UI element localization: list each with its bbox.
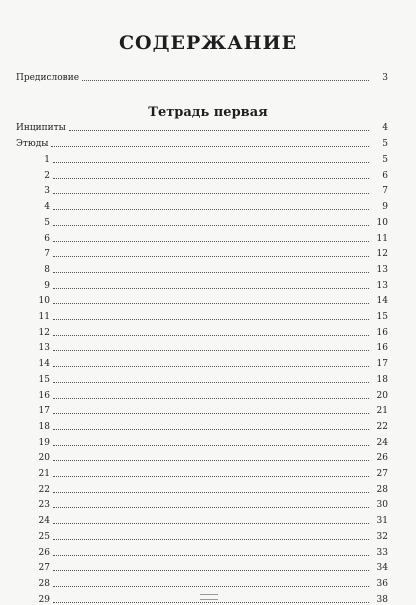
entry-label: 13 xyxy=(38,343,50,354)
entry-label: 17 xyxy=(38,406,50,417)
toc-entry-etude xyxy=(16,575,388,589)
entry-page: 15 xyxy=(376,312,388,322)
entry-label: 14 xyxy=(38,359,50,370)
entry-page: 13 xyxy=(376,264,388,275)
toc-entry-etude xyxy=(16,449,388,463)
entry-page: 18 xyxy=(376,374,388,385)
entry-page: 28 xyxy=(376,484,388,495)
toc-entry-etude xyxy=(16,559,388,573)
entry-label: 29 xyxy=(38,594,50,605)
entry-label: 19 xyxy=(38,437,50,448)
toc-entry-etude xyxy=(16,418,388,432)
entry-page: 22 xyxy=(376,421,388,432)
entry-page: 11 xyxy=(376,233,388,244)
dot-leader xyxy=(51,145,369,147)
entry-page: 20 xyxy=(376,390,388,401)
entry-page: 16 xyxy=(376,343,388,354)
entry-label: 26 xyxy=(38,547,50,558)
dot-leader xyxy=(53,161,369,163)
dot-leader xyxy=(53,585,369,587)
entry-page: 13 xyxy=(376,280,388,291)
entry-page: 32 xyxy=(376,531,388,542)
dot-leader xyxy=(69,129,369,131)
entry-label: 18 xyxy=(38,421,50,432)
toc-entry-etude xyxy=(16,528,388,542)
dot-leader xyxy=(53,334,369,336)
toc-entry-etude xyxy=(16,292,388,306)
entry-page: 34 xyxy=(376,563,388,574)
dot-leader xyxy=(53,444,369,446)
toc-entry-etude xyxy=(16,465,388,479)
dot-leader xyxy=(53,569,369,571)
entry-label: 20 xyxy=(38,453,50,464)
entry-label: 2 xyxy=(44,170,50,181)
entry-page: 16 xyxy=(376,327,388,338)
entry-label: Инципиты xyxy=(16,123,66,133)
toc-entry-etude xyxy=(16,371,388,385)
toc-entry-etude xyxy=(16,324,388,338)
dot-leader xyxy=(53,208,369,210)
entry-page: 17 xyxy=(376,359,388,370)
entry-page: 10 xyxy=(376,217,388,228)
entry-page: 24 xyxy=(376,437,388,448)
entry-label: 21 xyxy=(38,469,50,479)
dot-leader xyxy=(53,475,369,477)
entry-page: 36 xyxy=(376,578,388,589)
entry-page: 6 xyxy=(382,170,388,181)
entry-label: 24 xyxy=(38,516,50,527)
entry-label: 16 xyxy=(38,390,50,401)
toc-entry-etude xyxy=(16,245,388,259)
toc-entry-etude xyxy=(16,277,388,291)
toc-entry-etude xyxy=(16,387,388,401)
dot-leader xyxy=(53,271,369,273)
toc-entry-etude xyxy=(16,308,388,322)
dot-leader xyxy=(53,506,369,508)
section-title: Тетрадь первая xyxy=(148,105,268,120)
dot-leader xyxy=(53,397,369,399)
entry-label: 5 xyxy=(44,217,50,228)
entry-label: 12 xyxy=(38,327,50,338)
entry-page: 33 xyxy=(376,547,388,558)
entry-page: 30 xyxy=(376,500,388,511)
toc-entry-etude xyxy=(16,214,388,228)
dot-leader xyxy=(53,381,369,383)
dot-leader xyxy=(53,522,369,524)
entry-label: 4 xyxy=(44,202,50,213)
toc-entry-etude xyxy=(16,512,388,526)
entry-label: 27 xyxy=(38,563,50,574)
entry-label: 3 xyxy=(44,186,50,197)
dot-leader xyxy=(53,318,369,320)
entry-label: 28 xyxy=(38,578,50,589)
entry-label: 25 xyxy=(38,531,50,542)
entry-page: 26 xyxy=(376,453,388,464)
entry-page: 12 xyxy=(376,249,388,260)
dot-leader xyxy=(53,538,369,540)
toc-entry-etude xyxy=(16,167,388,181)
dot-leader xyxy=(53,428,369,430)
toc-entry-etude xyxy=(16,151,388,165)
toc-entry-etude xyxy=(16,355,388,369)
entry-label: 7 xyxy=(44,249,50,260)
entry-label: 10 xyxy=(38,296,50,307)
entry-label: 6 xyxy=(44,233,50,244)
toc-entry-etude xyxy=(16,230,388,244)
entry-page: 3 xyxy=(382,73,388,83)
dot-leader xyxy=(53,459,369,461)
toc-entry-etude xyxy=(16,481,388,495)
dot-leader xyxy=(53,240,369,242)
page-title: СОДЕРЖАНИЕ xyxy=(118,32,298,54)
dot-leader xyxy=(53,365,369,367)
entry-label: 23 xyxy=(38,500,50,511)
dot-leader xyxy=(53,255,369,257)
dot-leader xyxy=(53,554,369,556)
entry-label: 15 xyxy=(38,374,50,385)
toc-entry-etude xyxy=(16,402,388,416)
entry-label: 9 xyxy=(44,280,50,291)
entry-label: Предисловие xyxy=(16,73,80,83)
dot-leader xyxy=(53,491,369,493)
entry-page: 7 xyxy=(382,186,388,197)
page-footer-mark xyxy=(200,594,218,600)
toc-entry-etude xyxy=(16,198,388,212)
toc-entry-etude xyxy=(16,261,388,275)
toc-entry-incipits xyxy=(16,119,388,133)
toc-entry-etudes xyxy=(16,135,388,149)
entry-page: 5 xyxy=(382,139,388,149)
toc-entry-etude xyxy=(16,496,388,510)
dot-leader xyxy=(53,302,369,304)
entry-page: 9 xyxy=(382,202,388,213)
entry-page: 14 xyxy=(376,296,388,307)
entry-label: 1 xyxy=(44,155,50,165)
dot-leader xyxy=(53,349,369,351)
dot-leader xyxy=(53,287,369,289)
dot-leader xyxy=(53,224,369,226)
entry-page: 38 xyxy=(376,594,388,605)
entry-label: 11 xyxy=(38,312,50,322)
toc-entry-etude xyxy=(16,182,388,196)
entry-label: 8 xyxy=(44,264,50,275)
entry-page: 5 xyxy=(382,155,388,165)
dot-leader xyxy=(53,192,369,194)
entry-label: Этюды xyxy=(16,139,49,149)
dot-leader xyxy=(53,412,369,414)
toc-entry-etude xyxy=(16,339,388,353)
toc-entry-etude xyxy=(16,434,388,448)
toc-entry-etude xyxy=(16,544,388,558)
entry-page: 31 xyxy=(376,516,388,527)
entry-page: 27 xyxy=(376,469,388,479)
dot-leader xyxy=(82,79,369,81)
entry-page: 21 xyxy=(376,406,388,417)
dot-leader xyxy=(53,177,369,179)
entry-label: 22 xyxy=(38,484,50,495)
toc-entry-intro xyxy=(16,69,388,83)
entry-page: 4 xyxy=(382,123,388,133)
